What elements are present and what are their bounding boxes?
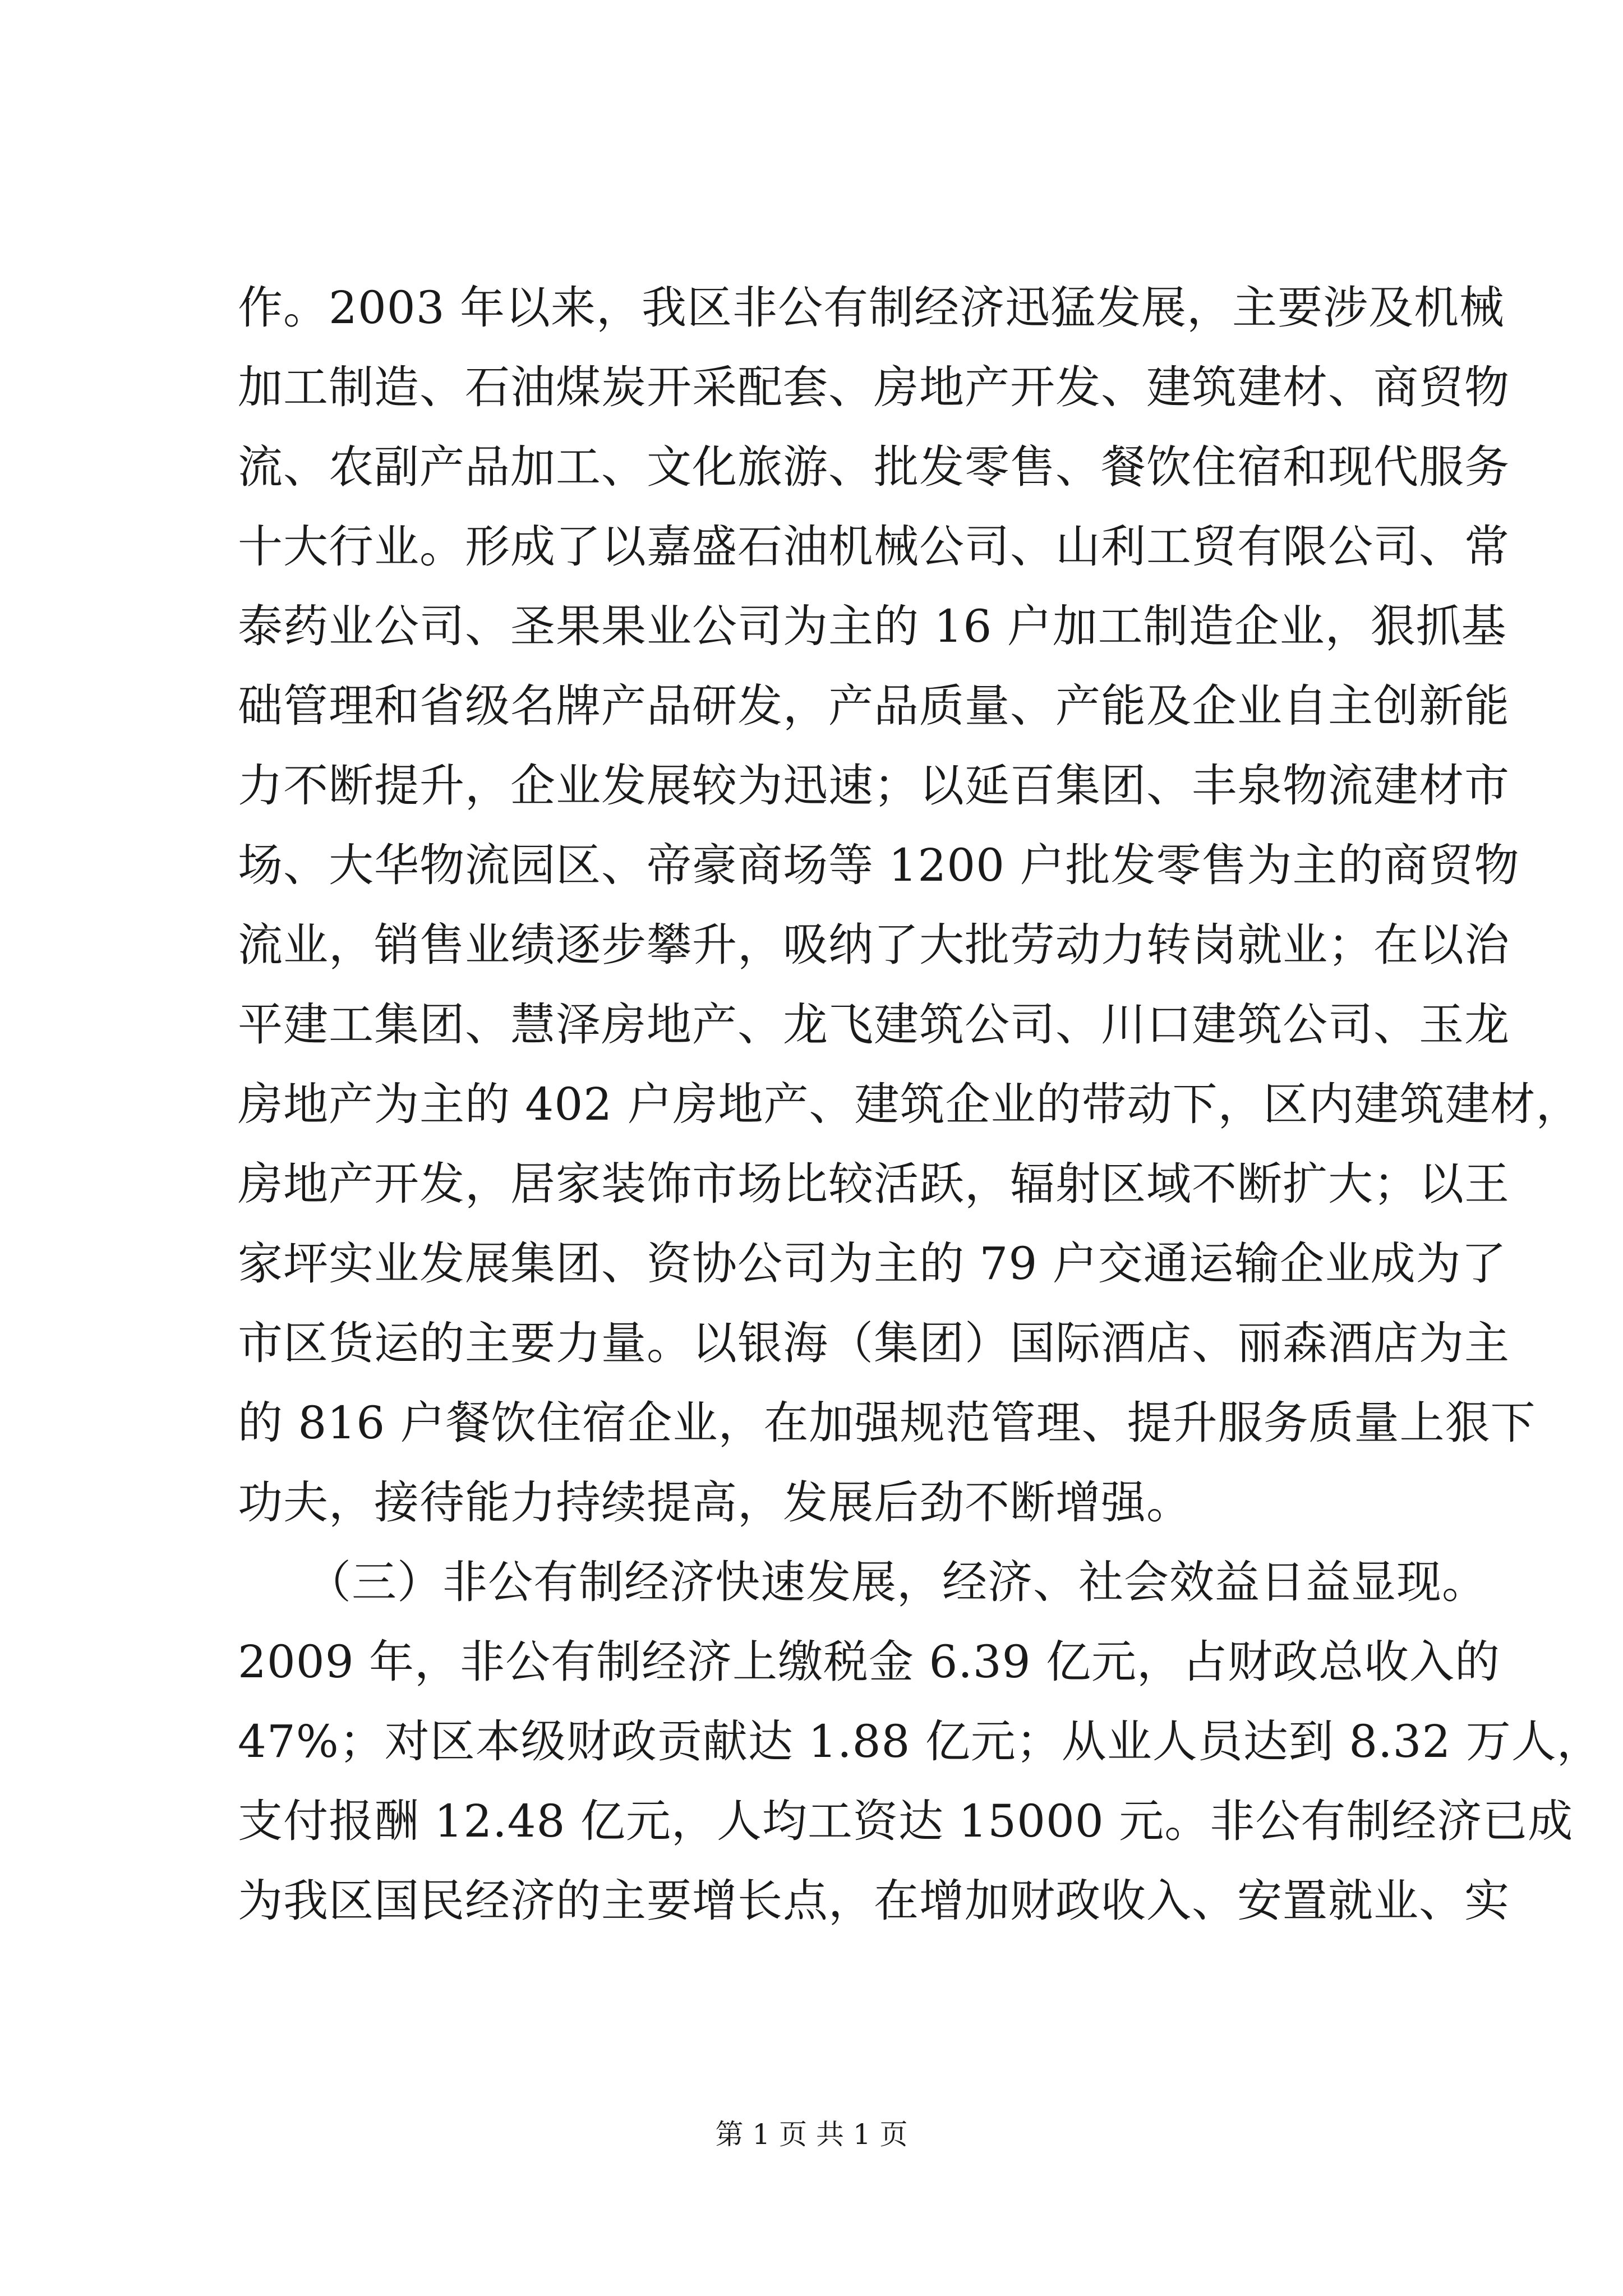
text-line: 功夫，接待能力持续提高，发展后劲不断增强。 bbox=[238, 1476, 1192, 1529]
text-line: 房地产为主的 402 户房地产、建筑企业的带动下，区内建筑建材， bbox=[238, 1078, 1581, 1130]
text-line: 平建工集团、慧泽房地产、龙飞建筑公司、川口建筑公司、玉龙 bbox=[238, 999, 1510, 1051]
text-line: 加工制造、石油煤炭开采配套、房地产开发、建筑建材、商贸物 bbox=[238, 361, 1510, 413]
text-line: 流、农副产品加工、文化旅游、批发零售、餐饮住宿和现代服务 bbox=[238, 441, 1510, 493]
text-line: 支付报酬 12.48 亿元，人均工资达 15000 元。非公有制经济已成 bbox=[238, 1795, 1574, 1847]
page-number: 第 1 页 共 1 页 bbox=[715, 2118, 908, 2151]
text-line: 场、大华物流园区、帝豪商场等 1200 户批发零售为主的商贸物 bbox=[238, 839, 1520, 891]
text-line: 础管理和省级名牌产品研发，产品质量、产能及企业自主创新能 bbox=[238, 680, 1510, 732]
text-line: 47%；对区本级财政贡献达 1.88 亿元；从业人员达到 8.32 万人， bbox=[238, 1715, 1602, 1768]
text-line: 力不断提升，企业发展较为迅速；以延百集团、丰泉物流建材市 bbox=[238, 760, 1510, 812]
text-line: 2009 年，非公有制经济上缴税金 6.39 亿元，占财政总收入的 bbox=[238, 1636, 1501, 1688]
text-line: 市区货运的主要力量。以银海（集团）国际酒店、丽森酒店为主 bbox=[238, 1317, 1510, 1369]
section-heading-line: （三）非公有制经济快速发展，经济、社会效益日益显现。 bbox=[238, 1556, 1487, 1608]
text-line: 作。2003 年以来，我区非公有制经济迅猛发展，主要涉及机械 bbox=[238, 282, 1505, 334]
text-line: 流业，销售业绩逐步攀升，吸纳了大批劳动力转岗就业；在以治 bbox=[238, 919, 1510, 971]
text-line: 房地产开发，居家装饰市场比较活跃，辐射区域不断扩大；以王 bbox=[238, 1158, 1510, 1210]
text-line: 的 816 户餐饮住宿企业，在加强规范管理、提升服务质量上狠下 bbox=[238, 1397, 1536, 1449]
document-body bbox=[238, 268, 1602, 1941]
text-line: 家坪实业发展集团、资协公司为主的 79 户交通运输企业成为了 bbox=[238, 1237, 1507, 1290]
text-line: 十大行业。形成了以嘉盛石油机械公司、山利工贸有限公司、常 bbox=[238, 521, 1510, 573]
text-line: 为我区国民经济的主要增长点，在增加财政收入、安置就业、实 bbox=[238, 1875, 1510, 1927]
page-footer bbox=[0, 2118, 1623, 2151]
text-line: 泰药业公司、圣果果业公司为主的 16 户加工制造企业，狠抓基 bbox=[238, 600, 1507, 652]
